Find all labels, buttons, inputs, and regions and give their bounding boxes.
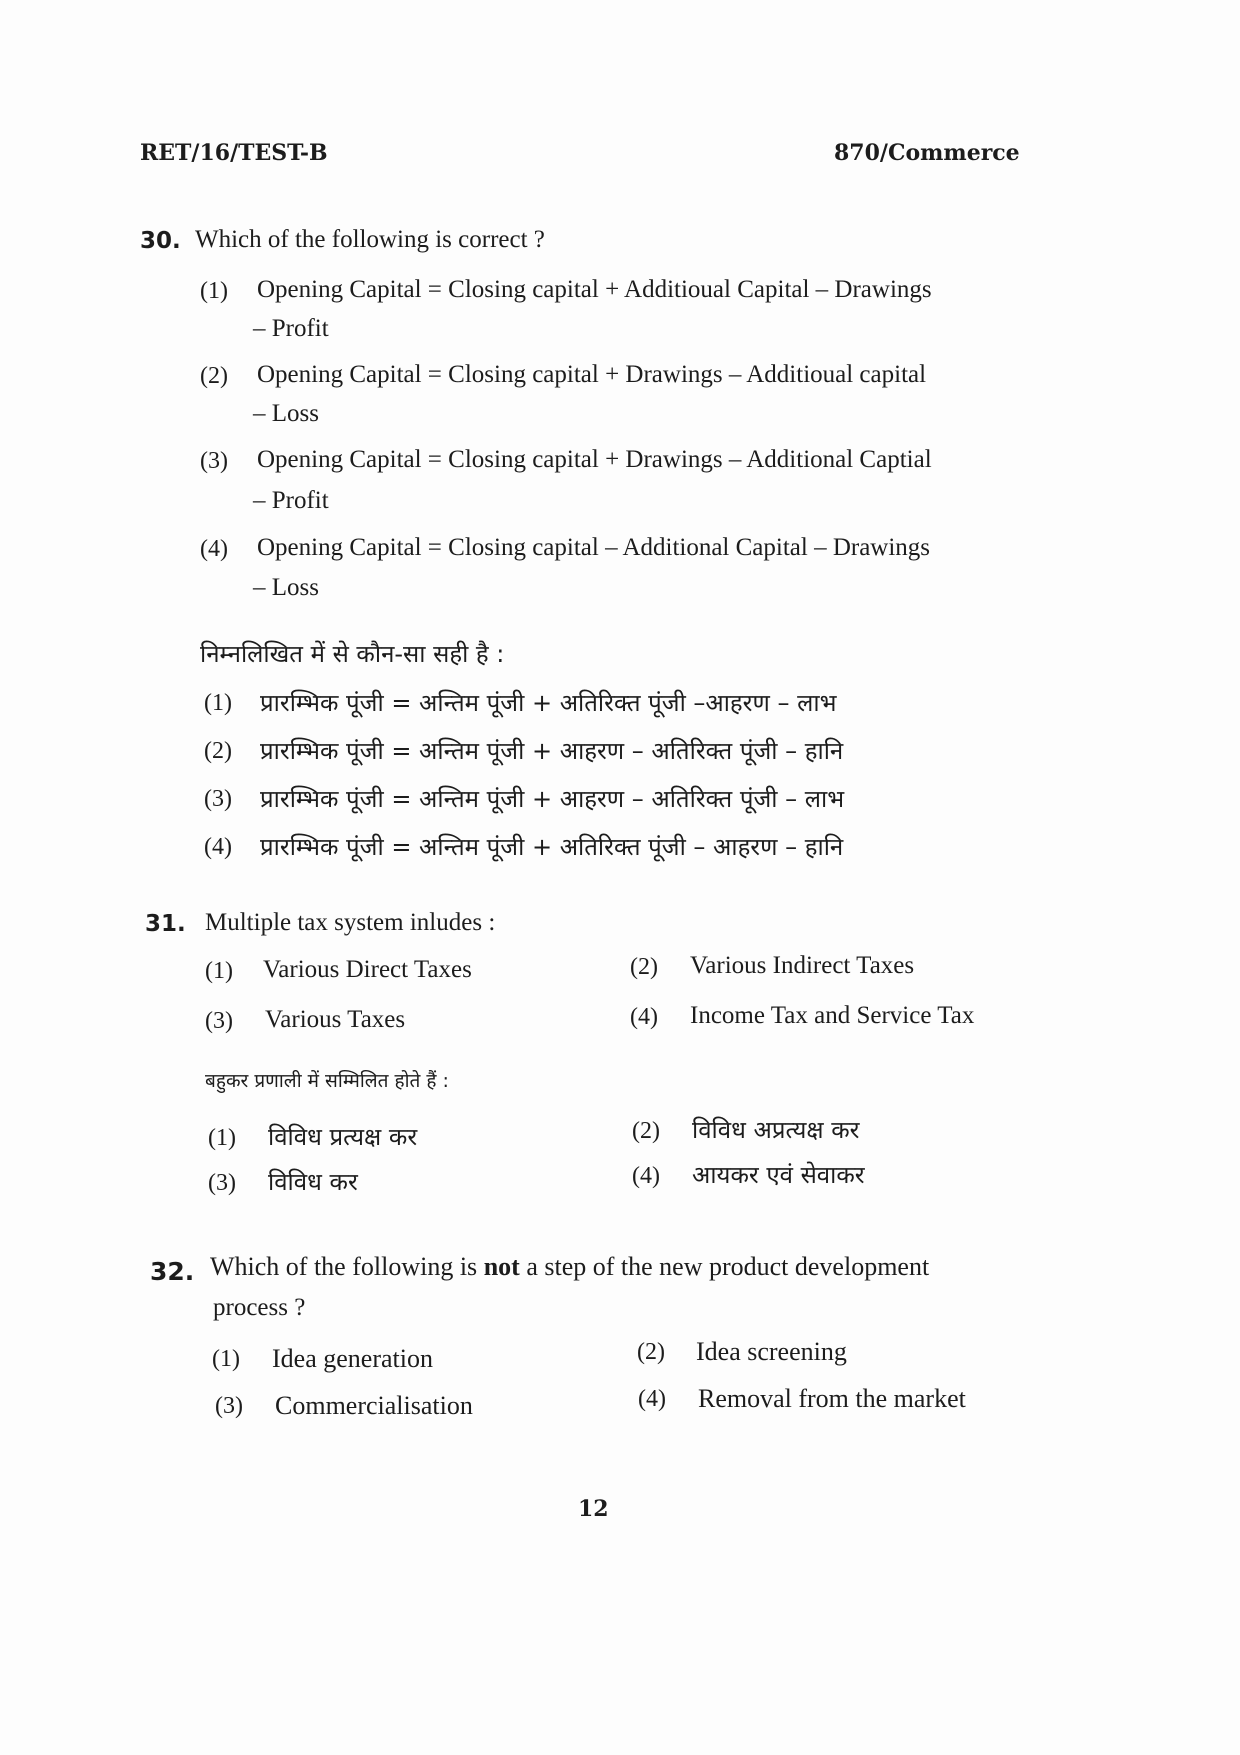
question-31-number: 31. — [145, 911, 186, 937]
question-31-hindi: बहुकर प्रणाली में सम्मिलित होते हैं : — [205, 1070, 449, 1092]
q32-option-1: Idea generation — [272, 1344, 433, 1373]
q30-option-2-number: (2) — [200, 363, 228, 389]
q30-hindi-option-3-number: (3) — [204, 786, 232, 812]
q31-option-4-number: (4) — [630, 1004, 658, 1030]
q30-option-1-line2: – Profit — [253, 315, 329, 342]
q31-option-1: Various Direct Taxes — [263, 956, 472, 983]
q30-option-1-number: (1) — [200, 278, 228, 304]
q30-hindi-option-4-number: (4) — [204, 834, 232, 860]
question-32-text-before: Which of the following is — [210, 1252, 478, 1281]
q30-option-4-line1: Opening Capital = Closing capital – Additional Capital – Drawings — [257, 534, 931, 561]
q32-option-1-number: (1) — [212, 1346, 240, 1372]
q30-option-4-number: (4) — [200, 536, 228, 562]
question-30-number: 30. — [140, 228, 181, 254]
q30-hindi-option-2: प्रारम्भिक पूंजी = अन्तिम पूंजी + आहरण – अतिरिक्त पूंजी – हानि — [260, 737, 844, 765]
question-31-text: Multiple tax system inludes : — [205, 909, 496, 936]
q30-option-2-line2: – Loss — [253, 400, 319, 427]
q30-hindi-option-3: प्रारम्भिक पूंजी = अन्तिम पूंजी + आहरण – अतिरिक्त पूंजी – लाभ — [260, 785, 845, 813]
question-30-text: Which of the following is correct ? — [195, 226, 545, 253]
question-30-hindi: निम्नलिखित में से कौन-सा सही है : — [200, 640, 505, 668]
q32-option-3: Commercialisation — [275, 1391, 473, 1420]
q30-hindi-option-1-number: (1) — [204, 690, 232, 716]
page-number: 12 — [578, 1496, 609, 1522]
q31-option-3: Various Taxes — [265, 1006, 406, 1033]
q30-option-3-line1: Opening Capital = Closing capital + Drawings – Additional Captial — [257, 446, 932, 473]
q30-option-1-line1: Opening Capital = Closing capital + Additioual Capital – Drawings — [257, 276, 932, 303]
q30-option-3-number: (3) — [200, 448, 228, 474]
question-32-text — [210, 1252, 929, 1282]
q32-option-2-number: (2) — [637, 1339, 665, 1365]
question-32-text-bold: not — [483, 1252, 520, 1281]
question-32-text-after: a step of the new product development — [526, 1252, 930, 1281]
q31-option-2-number: (2) — [630, 954, 658, 980]
q31-hindi-option-3-number: (3) — [208, 1170, 236, 1196]
header-test-code: RET/16/TEST-B — [140, 140, 328, 166]
q31-hindi-option-4-number: (4) — [632, 1163, 660, 1189]
q30-hindi-option-4: प्रारम्भिक पूंजी = अन्तिम पूंजी + अतिरिक्त पूंजी – आहरण – हानि — [260, 833, 844, 861]
q32-option-4: Removal from the market — [698, 1384, 966, 1413]
q31-hindi-option-4: आयकर एवं सेवाकर — [692, 1161, 865, 1189]
q32-option-4-number: (4) — [638, 1386, 666, 1412]
q31-option-2: Various Indirect Taxes — [690, 952, 915, 979]
q30-option-2-line1: Opening Capital = Closing capital + Drawings – Additioual capital — [257, 361, 927, 388]
q31-option-4: Income Tax and Service Tax — [690, 1002, 975, 1029]
q30-option-3-line2: – Profit — [253, 487, 329, 514]
q32-option-2: Idea screening — [696, 1337, 847, 1366]
q31-hindi-option-1-number: (1) — [208, 1125, 236, 1151]
q31-option-3-number: (3) — [205, 1008, 233, 1034]
q30-hindi-option-1: प्रारम्भिक पूंजी = अन्तिम पूंजी + अतिरिक्त पूंजी –आहरण – लाभ — [260, 689, 837, 717]
q31-hindi-option-1: विविध प्रत्यक्ष कर — [268, 1123, 418, 1151]
question-32-number: 32. — [150, 1257, 195, 1286]
q31-hindi-option-2: विविध अप्रत्यक्ष कर — [692, 1116, 860, 1144]
q31-hindi-option-3: विविध कर — [268, 1168, 358, 1196]
q31-hindi-option-2-number: (2) — [632, 1118, 660, 1144]
q31-option-1-number: (1) — [205, 958, 233, 984]
header-subject: 870/Commerce — [834, 140, 1020, 166]
q32-option-3-number: (3) — [215, 1393, 243, 1419]
q30-option-4-line2: – Loss — [253, 574, 319, 601]
q30-hindi-option-2-number: (2) — [204, 738, 232, 764]
question-32-text-line2: process ? — [213, 1294, 306, 1321]
